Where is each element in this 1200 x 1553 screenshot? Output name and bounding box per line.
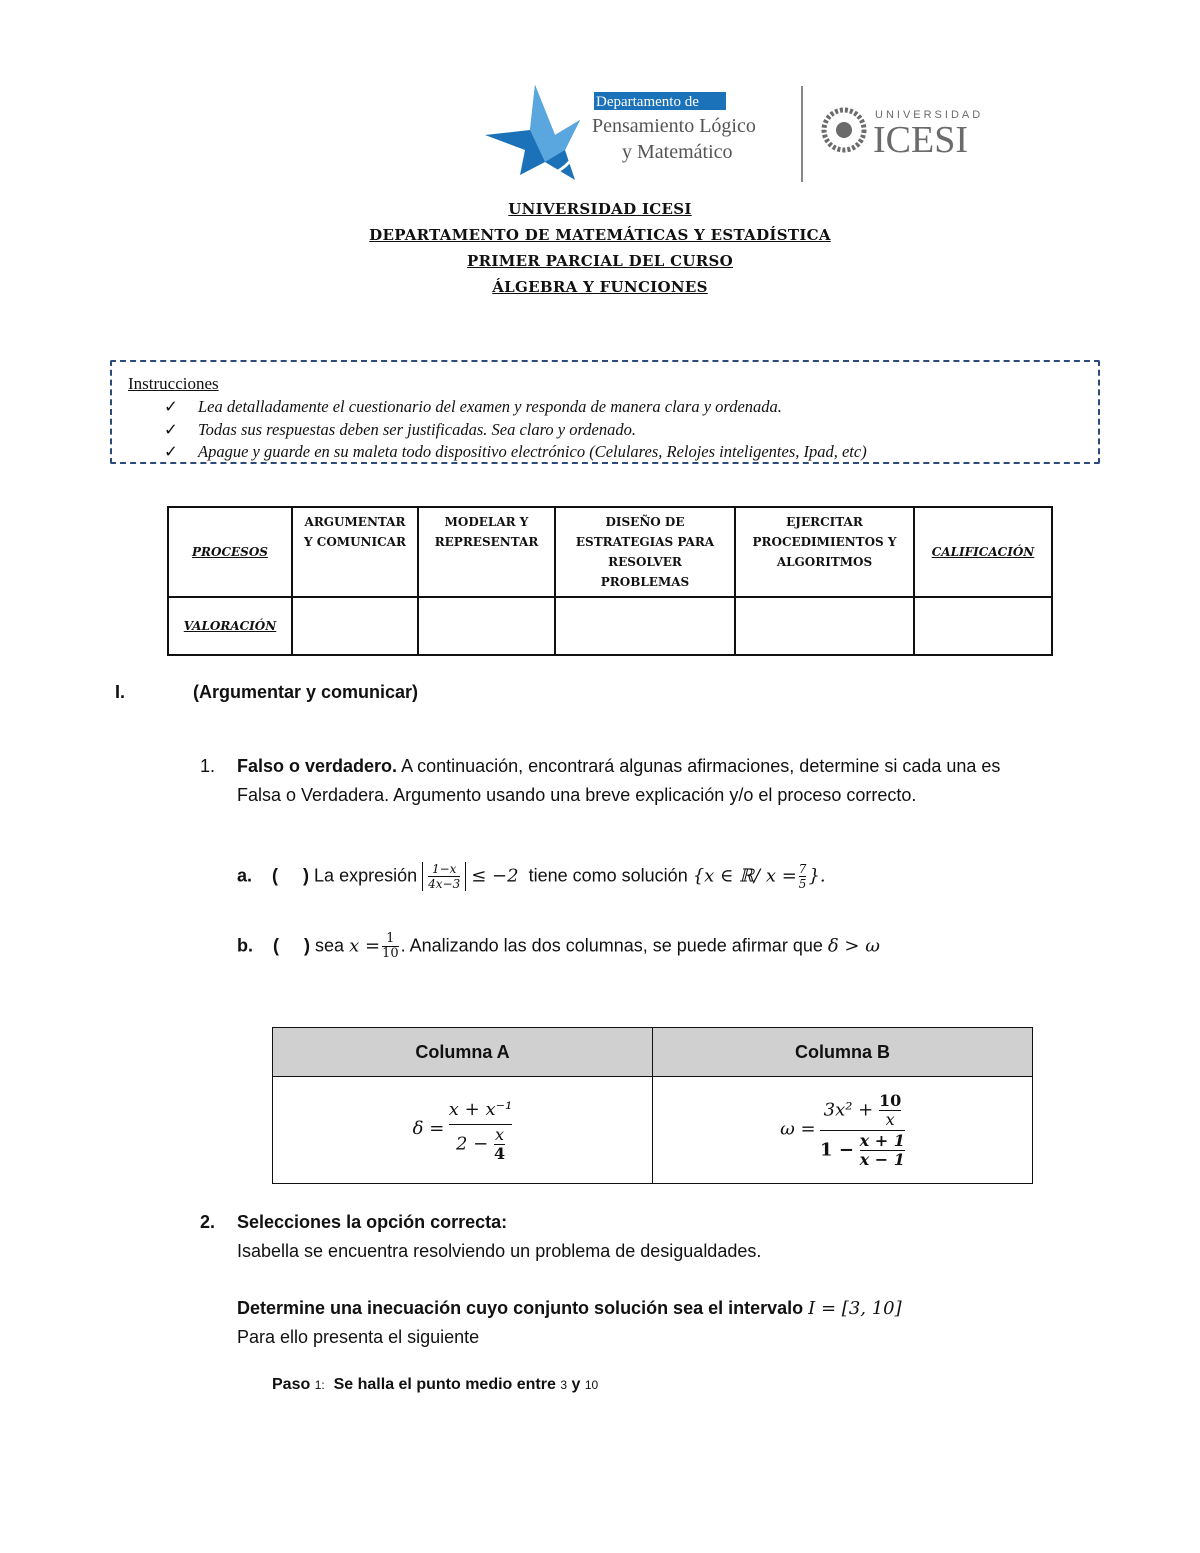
- exam-heading: [0, 196, 1200, 300]
- logo-dept-line1: Departamento de: [596, 94, 699, 110]
- grade-cell[interactable]: [914, 597, 1052, 655]
- heading-university: UNIVERSIDAD ICESI: [508, 200, 692, 218]
- heading-exam: PRIMER PARCIAL DEL CURSO: [467, 252, 733, 270]
- icesi-emblem-icon: [824, 110, 864, 150]
- absolute-value: $\frac{1-x}{4x-3}$: [422, 862, 466, 891]
- logo-univ-small: UNIVERSIDAD: [875, 109, 984, 121]
- question-1-number: 1.: [200, 756, 216, 776]
- columns-table: [272, 1027, 1033, 1184]
- grade-row-header-valoracion: VALORACIÓN: [168, 597, 292, 655]
- logo-dept-line3: y Matemático: [622, 141, 733, 163]
- department-logo: [480, 80, 1000, 190]
- step-1: Paso 1: Se halla el punto medio entre 3 y 10: [272, 1376, 599, 1393]
- section-number: I.: [115, 682, 126, 702]
- grade-col-calificacion: CALIFICACIÓN: [914, 507, 1052, 597]
- checkmark-icon: ✓: [164, 419, 178, 439]
- question-1-text: Falso o verdadero. A continuación, encontrará algunas afirmaciones, determine si cada una es Falsa o Verdadera. Argumento usando una breve explicación y/o el proceso correcto.: [237, 756, 1001, 805]
- list-item: ✓ Apague y guarde en su maleta todo dispositivo electrónico (Celulares, Relojes inteligentes, Ipad, etc): [164, 441, 867, 464]
- instructions-box: [110, 360, 1100, 464]
- answer-blank[interactable]: ( ): [273, 935, 311, 956]
- instructions-list: [164, 396, 867, 464]
- grade-cell[interactable]: [292, 597, 418, 655]
- grade-col-diseno: DISEÑO DE ESTRATEGIAS PARA RESOLVER PROBLEMAS: [555, 507, 735, 597]
- grade-cell[interactable]: [555, 597, 735, 655]
- checkmark-icon: ✓: [164, 442, 178, 461]
- grade-col-argumentar: ARGUMENTAR Y COMUNICAR: [292, 507, 418, 597]
- list-item: ✓ Todas sus respuestas deben ser justificadas. Sea claro y ordenado.: [164, 419, 867, 442]
- grade-cell[interactable]: [735, 597, 914, 655]
- grade-row-header-processes: PROCESOS: [168, 507, 292, 597]
- logo-univ-big: ICESI: [873, 119, 968, 161]
- section-title: (Argumentar y comunicar): [193, 682, 419, 702]
- checkmark-icon: ✓: [164, 397, 178, 416]
- heading-department: DEPARTAMENTO DE MATEMÁTICAS Y ESTADÍSTICA: [369, 226, 831, 244]
- delta-expression: δ = x + x⁻¹ 2 − $\frac{x}{4}$: [273, 1077, 653, 1184]
- grade-cell[interactable]: [418, 597, 555, 655]
- question-1a: a. ( ) La expresión $\frac{1-x}{4x-3}$ ≤ −2 tiene como solución {x ∈ ℝ/ x = $\frac{7}{5}$ }.: [237, 862, 826, 891]
- answer-blank[interactable]: ( ): [272, 865, 310, 886]
- star-emblem-icon: [485, 85, 580, 180]
- instructions-title: Instrucciones: [128, 374, 219, 393]
- omega-expression: ω = 3x² + $\frac{10}{x}$ 1 − $\frac{x + 1}{x - 1}$: [653, 1077, 1033, 1184]
- grade-col-modelar: MODELAR Y REPRESENTAR: [418, 507, 555, 597]
- column-a-header: Columna A: [273, 1028, 653, 1077]
- column-b-header: Columna B: [653, 1028, 1033, 1077]
- heading-course: ÁLGEBRA Y FUNCIONES: [492, 278, 708, 296]
- question-2-prompt: Determine una inecuación cuyo conjunto solución sea el intervalo I = [3, 10] Para ello presenta el siguiente: [237, 1298, 902, 1347]
- list-item: ✓ Lea detalladamente el cuestionario del examen y responda de manera clara y ordenada.: [164, 396, 867, 419]
- grading-table: [167, 506, 1053, 656]
- logo-dept-line2: Pensamiento Lógico: [592, 115, 756, 137]
- question-1b: b. ( ) sea x = $\frac{1}{10}$ . Analizando las dos columnas, se puede afirmar que δ > ω: [237, 931, 880, 961]
- question-2-title: Selecciones la opción correcta:: [237, 1212, 508, 1232]
- question-2-number: 2.: [200, 1212, 216, 1232]
- grade-col-ejercitar: EJERCITAR PROCEDIMIENTOS Y ALGORITMOS: [735, 507, 914, 597]
